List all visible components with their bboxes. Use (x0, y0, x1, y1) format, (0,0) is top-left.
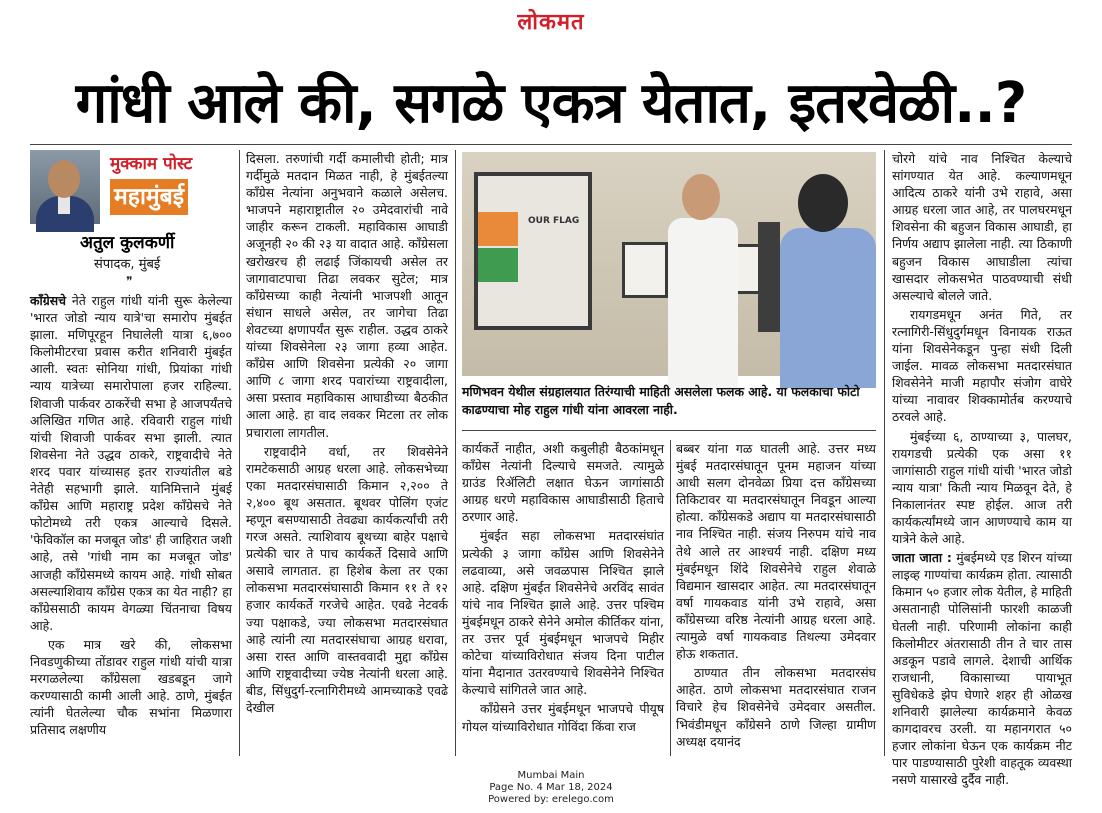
paragraph: ठाण्यात तीन लोकसभा मतदारसंघ आहेत. ठाणे लोकसभा मतदारसंघात राजन विचारे हेच शिवसेनेचे उमेदवार असतील. भिवंडीमधून काँग्रेसने ठाणे जिल्हा ग्रामीण अध्यक्ष दयानंद (676, 665, 876, 749)
newspaper-logo: लोकमत (517, 9, 585, 35)
column-rule (670, 440, 671, 756)
headline: गांधी आले की, सगळे एकत्र येतात, इतरवेळी..? (75, 71, 1027, 136)
masthead (0, 6, 1102, 36)
headline-divider (30, 144, 1072, 145)
paragraph: मुंबईत सहा लोकसभा मतदारसंघांत प्रत्येकी ३ जागा काँग्रेस आणि शिवसेनेने लढवाव्या, असे जवळपास निश्चित झाले आहे. दक्षिण मुंबईत शिवसेनेचे अरविंद सावंत यांचे नाव निश्चित झाले आहे. उत्तर पश्चिम मुंबईमधून ठाकरे सेनेने अमोल कीर्तिकर यांना, तर उत्तर पूर्व मुंबईमधून भाजपचे मिहीर कोटेचा यांच्याविरोधात संजय दिना पाटील यांना मैदानात उतरवण्याचे शिवसेनेने निश्चित केल्याचे सांगितले जात आहे. (462, 528, 664, 698)
powered-by: Powered by: erelego.com (488, 794, 614, 805)
author-name: अतुल कुलकर्णी (80, 233, 175, 253)
paragraph: काँग्रेसने उत्तर मुंबईमधून भाजपचे पीयूष गोयल यांच्याविरोधात गोविंदा किंवा राज (462, 701, 664, 734)
lead-word: काँग्रेसचे (30, 293, 66, 308)
article-column-2 (246, 150, 448, 756)
paragraph: बब्बर यांना गळ घातली आहे. उत्तर मध्य मुंबई मतदारसंघातून पूनम महाजन यांच्या आधी सलग दोनवेळा प्रिया दत्त काँग्रेसच्या तिकिटावर या मतदारसंघातून निवडून आल्या होत्या. काँग्रेसकडे अद्याप या मतदारसंघासाठी नाव निश्चित नाही. संजय निरुपम यांचे नाव तेथे आले तर आश्चर्य नाही. दक्षिण मध्य मुंबईमधून शिंदे शिवसेनेचे राहुल शेवाळे विद्यमान खासदार आहेत. त्या मतदारसंघातून वर्षा गायकवाड यांनी उभे राहावे, असा काँग्रेसच्या वरिष्ठ नेत्यांनी आग्रह धरला आहे. त्यामुळे वर्षा गायकवाड तिथल्या उमेदवार होऊ शकतात. (676, 441, 876, 662)
paragraph: रायगडमधून अनंत गिते, तर रत्नागिरी-सिंधुदुर्गमधून विनायक राऊत यांना शिवसेनेकडून पुन्हा संधी दिली जाईल. मावळ लोकसभा मतदारसंघात शिवसेनेने माजी महापौर संजोग वाघेरे यांच्या नावावर शिक्कामोर्तब करण्याचे ठरवले आहे. (892, 306, 1072, 425)
page-date: Page No. 4 Mar 18, 2024 (489, 782, 613, 793)
article-column-3 (462, 440, 664, 756)
paragraph: चोरगे यांचे नाव निश्चित केल्याचे सांगण्यात येत आहे. कल्याणमधून आदित्य ठाकरे यांनी उभे राहावे, असा आग्रह धरला जात आहे, तर पालघरमधून शिवसेना की बहुजन विकास आघाडी, हा निर्णय अद्याप झालेला नाही. त्या ठिकाणी बहुजन विकास आघाडीला त्यांचा खासदार लोकसभेत पाठवण्याची संधी असल्याचे बोलले जाते. (892, 151, 1072, 303)
column-kicker (110, 153, 228, 223)
paragraph: एक मात्र खरे की, लोकसभा निवडणुकीच्या तोंडावर राहुल गांधी यांची यात्रा मरगळलेल्या काँग्रेसला खडबडून जागे करण्यासाठी कामी आली आहे. ठाणे, मुंबईत त्यांनी घेतलेल्या चौक सभांना मिळणारा प्रतिसाद लक्षणीय (30, 636, 232, 738)
paragraph: नेते राहुल गांधी यांनी सुरू केलेल्या 'भारत जोडो न्याय यात्रे'चा समारोप मुंबईत झाला. मणिपूरहून निघालेली यात्रा ६,७०० किलोमीटरचा प्रवास करीत शनिवारी मुंबईत आली. स्वतः सोनिया गांधी, प्रियांका गांधी न्याय यात्रेच्या समारोपाला हजर राहिल्या. शिवाजी पार्कवर ठाकरेंची सभा हे आजपर्यंतचे अलिखित गणित आहे. रविवारी राहुल गांधी यांची शिवाजी पार्कवर सभा झाली. त्यात शिवसेना नेते उद्धव ठाकरे, राष्ट्रवादीचे नेते शरद पवार यांच्यासह इतर राज्यांतील बडे नेतेही सहभागी झाले. यानिमित्ताने मुंबई काँग्रेस आणि महाराष्ट्र प्रदेश काँग्रेसचे नेते फोटोमध्ये तरी एकत्र आल्याचे दिसले. 'फेविकॉल का मजबूत जोड' ही जाहिरात जशी आहे, तसे 'गांधी नाम का मजबूत जोड' आजही काँग्रेसमध्ये कायम आहे. गांधी सोबत असल्याशिवाय काँग्रेस एकत्र का येत नाही? हा काँग्रेससाठी कायम वेगळ्या चिंतनाचा विषय आहे. (30, 293, 232, 633)
paragraph: मुंबईच्या ६, ठाण्याच्या ३, पालघर, रायगडची प्रत्येकी एक असा ११ जागांसाठी राहुल गांधी यांची 'भारत जोडो न्याय यात्रा' किती न्याय मिळवून देते, हे निकालानंतर स्पष्ट होईल. आज तरी कार्यकर्त्यांमध्ये जान आणण्याचे काम या यात्रेने केले आहे. (892, 428, 1072, 547)
news-photo (462, 152, 876, 376)
kicker-line2: महामुंबई (110, 179, 188, 215)
column-rule (884, 150, 885, 756)
edition-name: Mumbai Main (517, 770, 585, 781)
byline (30, 150, 230, 293)
paragraph: राष्ट्रवादीने वर्धा, तर शिवसेनेने रामटेकसाठी आग्रह धरला आहे. लोकसभेच्या एका मतदारसंघासाठी किमान २,२०० ते २,४०० बूथ असतात. बूथवर पोलिंग एजंट म्हणून बसण्यासाठी तेवढ्या कार्यकर्त्यांची तरी गरज असते. त्याशिवाय बूथच्या बाहेर पक्षाचे प्रत्येकी चार ते पाच कार्यकर्ते दिसावे आणि असावे लागतात. हा हिशेब केला तर एका लोकसभा मतदारसंघासाठी किमान ११ ते १२ हजार कार्यकर्ते गरजेचे आहेत. एवढे नेटवर्क ज्या पक्षाकडे, ज्या लोकसभा मतदारसंघात आहे त्यांनी त्या मतदारसंघाचा आग्रह धरावा, असा रास्त आणि वास्तववादी मुद्दा काँग्रेस आणि राष्ट्रवादीच्या ज्येष्ठ नेत्यांनी धरला आहे. बीड, सिंधुदुर्ग-रत्नागिरीमध्ये आमच्याकडे एवढे देखील (246, 443, 448, 715)
exhibit-sign: OUR FLAG (528, 216, 580, 226)
article-column-4 (676, 440, 876, 756)
column-rule (455, 150, 456, 756)
page-footer (430, 770, 672, 806)
paragraph: दिसला. तरुणांची गर्दी कमालीची होती; मात्र गर्दीमुळे मतदान मिळत नाही, हे मुंबईतल्या काँग्रेस नेत्यांना अनुभवाने कळाले असेलच. भाजपने महाराष्ट्रातील २० उमेदवारांची नावे जाहीर करून टाकली. महाविकास आघाडी अजूनही २० की २३ या वादात आहे. काँग्रेसला खरोखरच ही लढाई जिंकायची असेल तर जागावाटपाचा तिढा लवकर सुटेल; मात्र काँग्रेसच्या काही नेत्यांनी भाजपशी आतून संधान साधले असेल, तर जागेचा तिढा शेवटच्या क्षणापर्यंत सुरू राहील. उद्धव ठाकरे यांच्या शिवसेनेला २३ जागा हव्या आहेत. काँग्रेस आणि शिवसेना प्रत्येकी २० जागा आणि ८ जागा शरद पवारांच्या राष्ट्रवादीला, असा प्रस्ताव महाविकास आघाडीच्या बैठकीत आला आहे. हा वाद लवकर मिटला तर लोक प्रचाराला लागतील. (246, 151, 448, 440)
caption-divider (462, 430, 876, 431)
photo-caption: मणिभवन येथील संग्रहालयात तिरंग्याची माहिती असलेला फलक आहे. या फलकाचा फोटो काढण्याचा मोह राहुल गांधी यांना आवरला नाही. (462, 384, 860, 417)
column-rule (239, 150, 240, 756)
paragraph: मुंबईमध्ये एड शिरन यांच्या लाइव्ह गाण्यांचा कार्यक्रम होता. त्यासाठी किमान ५० हजार लोक येतील, हे माहिती असतानाही पोलिसांनी फारशी काळजी घेतली नाही. परिणामी लोकांना काही किलोमीटर अंतरासाठी तीन ते चार तास अडकून पडावे लागले. देशाची आर्थिक राजधानी, विकासाच्या पायाभूत सुविधेकडे झेप घेणारे शहर ही ओळख शनिवारी झालेल्या कार्यक्रमाने केवळ कागदावरच उरली. या महानगरात ५० हजार लोकांना घेऊन एक कार्यक्रम नीट पार पाडण्यासाठी पुरेशी वाहतूक व्यवस्था नसणे यासारखे दुर्दैव नाही. (892, 550, 1072, 788)
article-column-1 (30, 292, 232, 754)
author-role: संपादक, मुंबई (94, 257, 161, 272)
kicker-line1: मुक्काम पोस्ट (110, 154, 193, 174)
article-column-5 (892, 150, 1072, 788)
quote-icon: ❞ (126, 274, 133, 288)
author-photo (30, 150, 100, 224)
paragraph: कार्यकर्ते नाहीत, अशी कबुलीही बैठकांमधून काँग्रेस नेत्यांनी दिल्याचे समजते. त्यामुळे ग्राउंड रिॲलिटी लक्षात घेऊन जागांसाठी आग्रह धरणे महाविकास आघाडीसाठी हिताचे ठरणार आहे. (462, 441, 664, 525)
aside-label: जाता जाता : (892, 550, 952, 566)
